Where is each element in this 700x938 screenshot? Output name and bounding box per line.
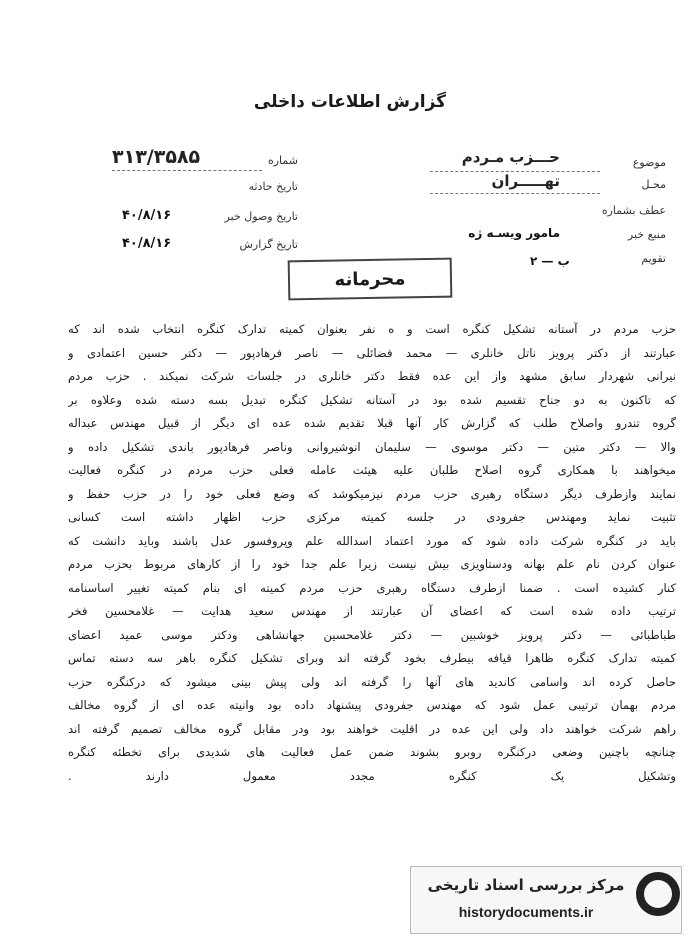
body-line: کنار کشیده است . ضمنا ازطرف دستگاه رهبری حزب مردم کمیته ای بنام کمیته تغییر اساسنامه xyxy=(68,580,676,595)
body-line: گروه تندرو واصلاح طلب که گزارش کار آنها قبلا تقدیم شده عده ای دیگر از قبیل مهندس عبداله xyxy=(68,416,676,430)
body-line: نیرانی شهردار سابق مشهد واز این عده فقط دکتر خانلری در جلسات شرکت نمیکند . حزب مردم xyxy=(68,369,676,383)
report-date-label: تاریخ گزارش xyxy=(239,238,298,251)
subject-value: حـــزب مـردم xyxy=(461,148,560,166)
archive-logo-icon xyxy=(636,872,680,916)
evaluation-value: ب — ۲ xyxy=(530,254,570,268)
body-line: که تاکنون به دو جناح تقسیم شده بود در آستانه تشکیل کنگره تبدیل بسه دسته شده وعلاوه بر xyxy=(68,392,676,407)
body-line: ترتیب داده شده است که اعضای آن عبارتند از مهندس سعید هدایت — غلامحسین فخر xyxy=(68,604,676,618)
number-value: ۳۱۳/۳۵۸۵ xyxy=(112,146,201,168)
classification-stamp: محرمانه xyxy=(288,258,453,301)
file-number-label: عطف بشماره xyxy=(601,204,666,217)
body-line: چنانچه باچنین وضعی درکنگره روبرو بشوند ضمن عمل فعالیت های شدیدی برای تخطئه کنگره xyxy=(68,745,676,759)
source-value: مامور ویسـه ژه xyxy=(468,226,560,240)
body-line: حاصل کرده اند واسامی کاندید های آنها را گرفته اند ولی پیش بینی میشود که درکنگره حزب xyxy=(68,674,676,689)
body-line: والا — دکتر متین — دکتر موسوی — سلیمان انوشیروانی وناصر فرهادپور باندی تشکیل داده و xyxy=(68,439,676,454)
body-line: تثبیت نماید ومهندس جفرودی در جلسه کمیته مرکزی حزب اظهار داشته است کسانی xyxy=(68,510,676,524)
evaluation-label: تقویم xyxy=(641,252,666,265)
body-line: حزب مردم در آستانه تشکیل کنگره است و ه نفر بعنوان کمیته تدارک کنگره انتخاب شده اند که xyxy=(68,322,676,336)
report-body xyxy=(68,318,676,835)
source-label: منبع خبر xyxy=(627,228,666,241)
body-line: طباطبائی — دکتر پرویز خوشبین — دکتر غلامحسین جهانشاهی ودکتر موسی عمید اعضای xyxy=(68,627,676,642)
place-label: محـل xyxy=(641,178,666,191)
body-line: نمایند وازطرف دیگر دستگاه رهبری حزب مردم نیزمیکوشد که وضع فعلی خود را در حزب حفظ و xyxy=(68,486,676,501)
body-line: وتشکیل یک کنگره مجدد معمول دارند . xyxy=(68,768,676,783)
archive-url: historydocuments.ir xyxy=(458,904,594,920)
archive-name: مرکز بررسی اسناد تاریخی xyxy=(427,876,625,894)
received-date-value: ۴۰/۸/۱۶ xyxy=(122,208,172,223)
body-line: عنوان کردن نام علم بهانه ودستاویزی بیش نیست زیرا علم جدا خود را از کارهای مربوط بحزب مردم xyxy=(68,557,676,571)
body-line xyxy=(68,812,676,836)
body-line: عبارتند از دکتر پرویز ناتل خانلری — محمد فضائلی — ناصر فرهادپور — دکتر حسین اعتمادی و xyxy=(68,345,676,360)
body-line: مردم بهمان ترتیبی عمل شود که مهندس جفرودی پیشنهاد داده بود وانیته عده ای از گروه مخالف xyxy=(68,698,676,712)
body-line xyxy=(68,788,676,812)
body-line: راهم شرکت خواهند داد ولی این عده در اقلیت خواهند بود ودر مقابل گروه مخالف تصمیم گرفته اند xyxy=(68,721,676,736)
body-line: باید در کنگره شرکت داده شود که مورد اعتماد اسدالله علم وپروفسور عدل باشند وباید دانشت که xyxy=(68,533,676,548)
body-line: کمیته تدارک کنگره ظاهرا قیافه بیطرف بخود گرفته اند وبرای تشکیل کنگره باهر سه دسته تماس xyxy=(68,651,676,665)
number-label: شماره xyxy=(267,154,298,167)
document-title: گزارش اطلاعات داخلی xyxy=(253,92,447,112)
report-date-value: ۴۰/۸/۱۶ xyxy=(122,236,172,251)
received-date-label: تاریخ وصول خبر xyxy=(224,210,298,223)
place-value: تهـــــران xyxy=(491,172,560,190)
event-date-label: تاریخ حادثه xyxy=(248,180,298,193)
body-line: میخواهند با همکاری گروه اصلاح طلبان علیه هیئت عامله فعلی حزب مردم در کنگره فعالیت xyxy=(68,463,676,477)
subject-label: موضوع xyxy=(632,156,666,169)
